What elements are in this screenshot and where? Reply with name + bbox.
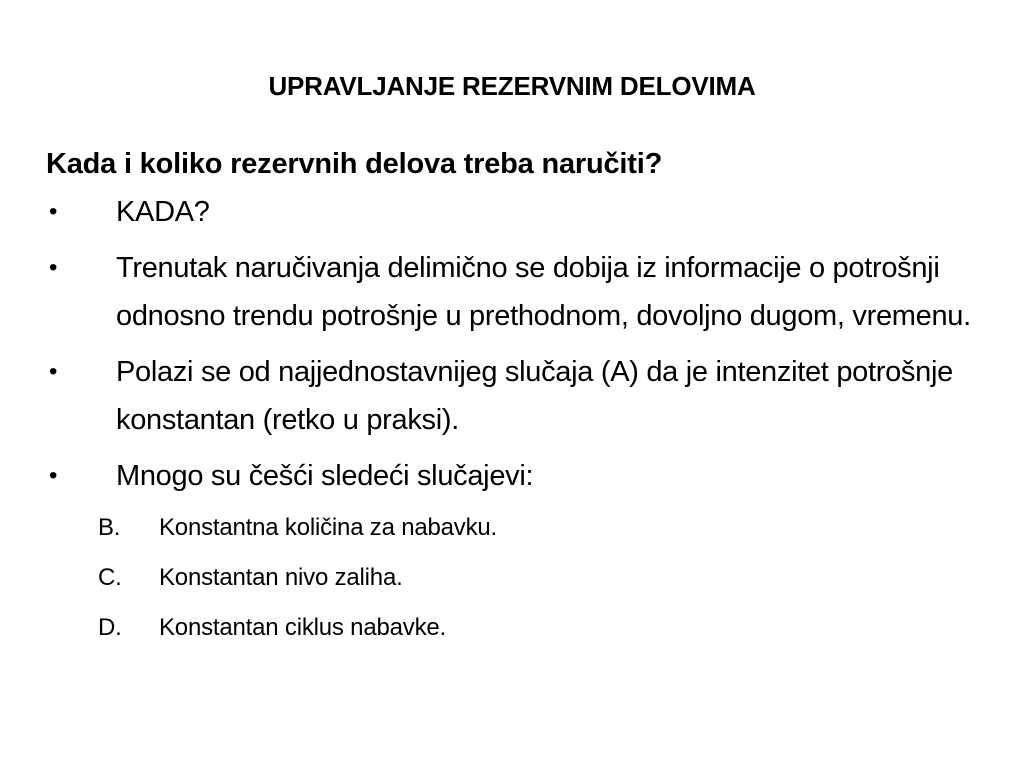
slide-heading: Kada i koliko rezervnih delova treba naručiti? <box>46 148 663 180</box>
bullet-list <box>46 188 996 500</box>
slide-content <box>46 140 996 658</box>
bullet-item <box>46 188 996 236</box>
bullet-text: Polazi se od najjednostavnijeg slučaja (A) da je intenzitet potrošnje konstantan (retko u praksi). <box>116 356 953 436</box>
sub-list <box>46 508 996 648</box>
bullet-text: KADA? <box>116 196 210 228</box>
bullet-text: Trenutak naručivanja delimično se dobija iz informacije o potrošnji odnosno trendu potrošnje u prethodnom, dovoljno dugom, vremenu. <box>116 252 971 332</box>
sub-list-item <box>46 508 996 548</box>
sub-item-text: Konstantan nivo zaliha. <box>159 564 403 591</box>
bullet-item <box>46 244 996 340</box>
bullet-item <box>46 452 996 500</box>
bullet-text: Mnogo su češći sledeći slučajevi: <box>116 460 534 492</box>
sub-item-marker: D. <box>98 614 122 641</box>
bullet-icon: • <box>49 254 58 281</box>
sub-item-marker: B. <box>98 514 121 541</box>
sub-list-item <box>46 558 996 598</box>
sub-list-item <box>46 608 996 648</box>
bullet-icon: • <box>49 462 58 489</box>
sub-item-marker: C. <box>98 564 122 591</box>
bullet-icon: • <box>49 198 58 225</box>
sub-item-text: Konstantna količina za nabavku. <box>159 514 498 541</box>
bullet-item <box>46 348 996 444</box>
sub-item-text: Konstantan ciklus nabavke. <box>159 614 446 641</box>
slide-title: UPRAVLJANJE REZERVNIM DELOVIMA <box>268 71 756 101</box>
bullet-icon: • <box>49 358 58 385</box>
